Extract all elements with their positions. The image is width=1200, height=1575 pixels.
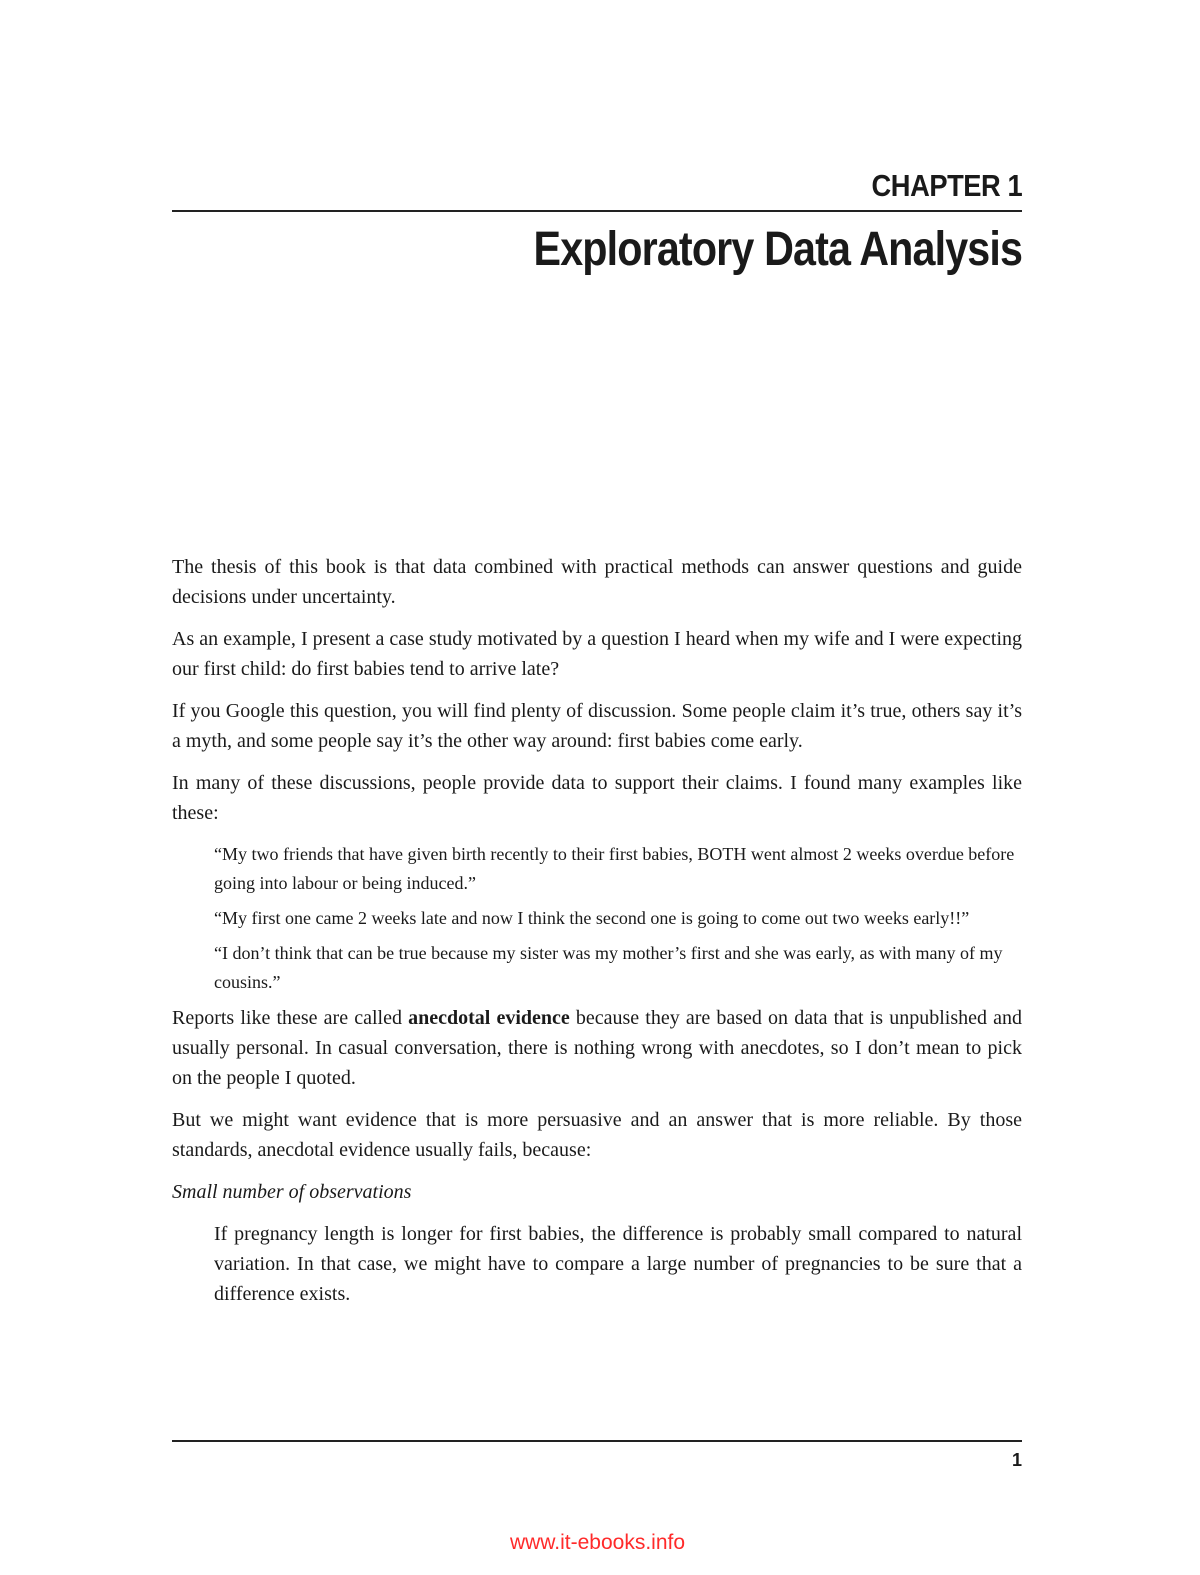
chapter-label: CHAPTER 1 xyxy=(871,168,1022,203)
quote-item: “My first one came 2 weeks late and now I think the second one is going to come out two weeks early!!” xyxy=(214,908,970,928)
paragraph-anecdotal xyxy=(172,1003,1022,1093)
paragraph-discussions: In many of these discussions, people provide data to support their claims. I found many examples like these: xyxy=(172,772,1022,824)
paragraph-thesis: The thesis of this book is that data combined with practical methods can answer questions and guide decisions under uncertainty. xyxy=(172,556,1022,608)
chapter-title: Exploratory Data Analysis xyxy=(533,223,1022,276)
chapter-rule xyxy=(172,210,1022,212)
paragraph-example: As an example, I present a case study motivated by a question I heard when my wife and I were expecting our first child: do first babies tend to arrive late? xyxy=(172,628,1022,680)
paragraph-google: If you Google this question, you will find plenty of discussion. Some people claim it’s true, others say it’s a myth, and some people say it’s the other way around: first babies come early. xyxy=(172,700,1022,752)
definition-text: If pregnancy length is longer for first babies, the difference is probably small compared to natural variation. In that case, we might have to compare a large number of pregnancies to be sure that a difference exists. xyxy=(214,1223,1022,1305)
anecdotal-text-after: because they are based on data that is unpublished and usually personal. In casual conversation, there is nothing wrong with anecdotes, so I don’t mean to pick on the people I quoted. xyxy=(172,1007,1022,1089)
block-quotes xyxy=(214,840,1022,997)
quote-item: “My two friends that have given birth recently to their first babies, BOTH went almost 2 weeks overdue before going into labour or being induced.” xyxy=(214,844,1015,893)
footer-rule xyxy=(172,1440,1022,1442)
quote-item: “I don’t think that can be true because my sister was my mother’s first and she was early, as with many of my cousins.” xyxy=(214,943,1003,992)
page-number: 1 xyxy=(1011,1450,1022,1470)
watermark-link[interactable]: www.it-ebooks.info xyxy=(509,1531,686,1554)
paragraph-standards: But we might want evidence that is more persuasive and an answer that is more reliable. By those standards, anecdotal evidence usually fails, because: xyxy=(172,1109,1022,1161)
anecdotal-evidence-term: anecdotal evidence xyxy=(408,1007,570,1029)
chapter-body xyxy=(172,552,1022,1309)
definition-term: Small number of observations xyxy=(172,1181,412,1203)
anecdotal-text-before: Reports like these are called xyxy=(172,1007,409,1029)
